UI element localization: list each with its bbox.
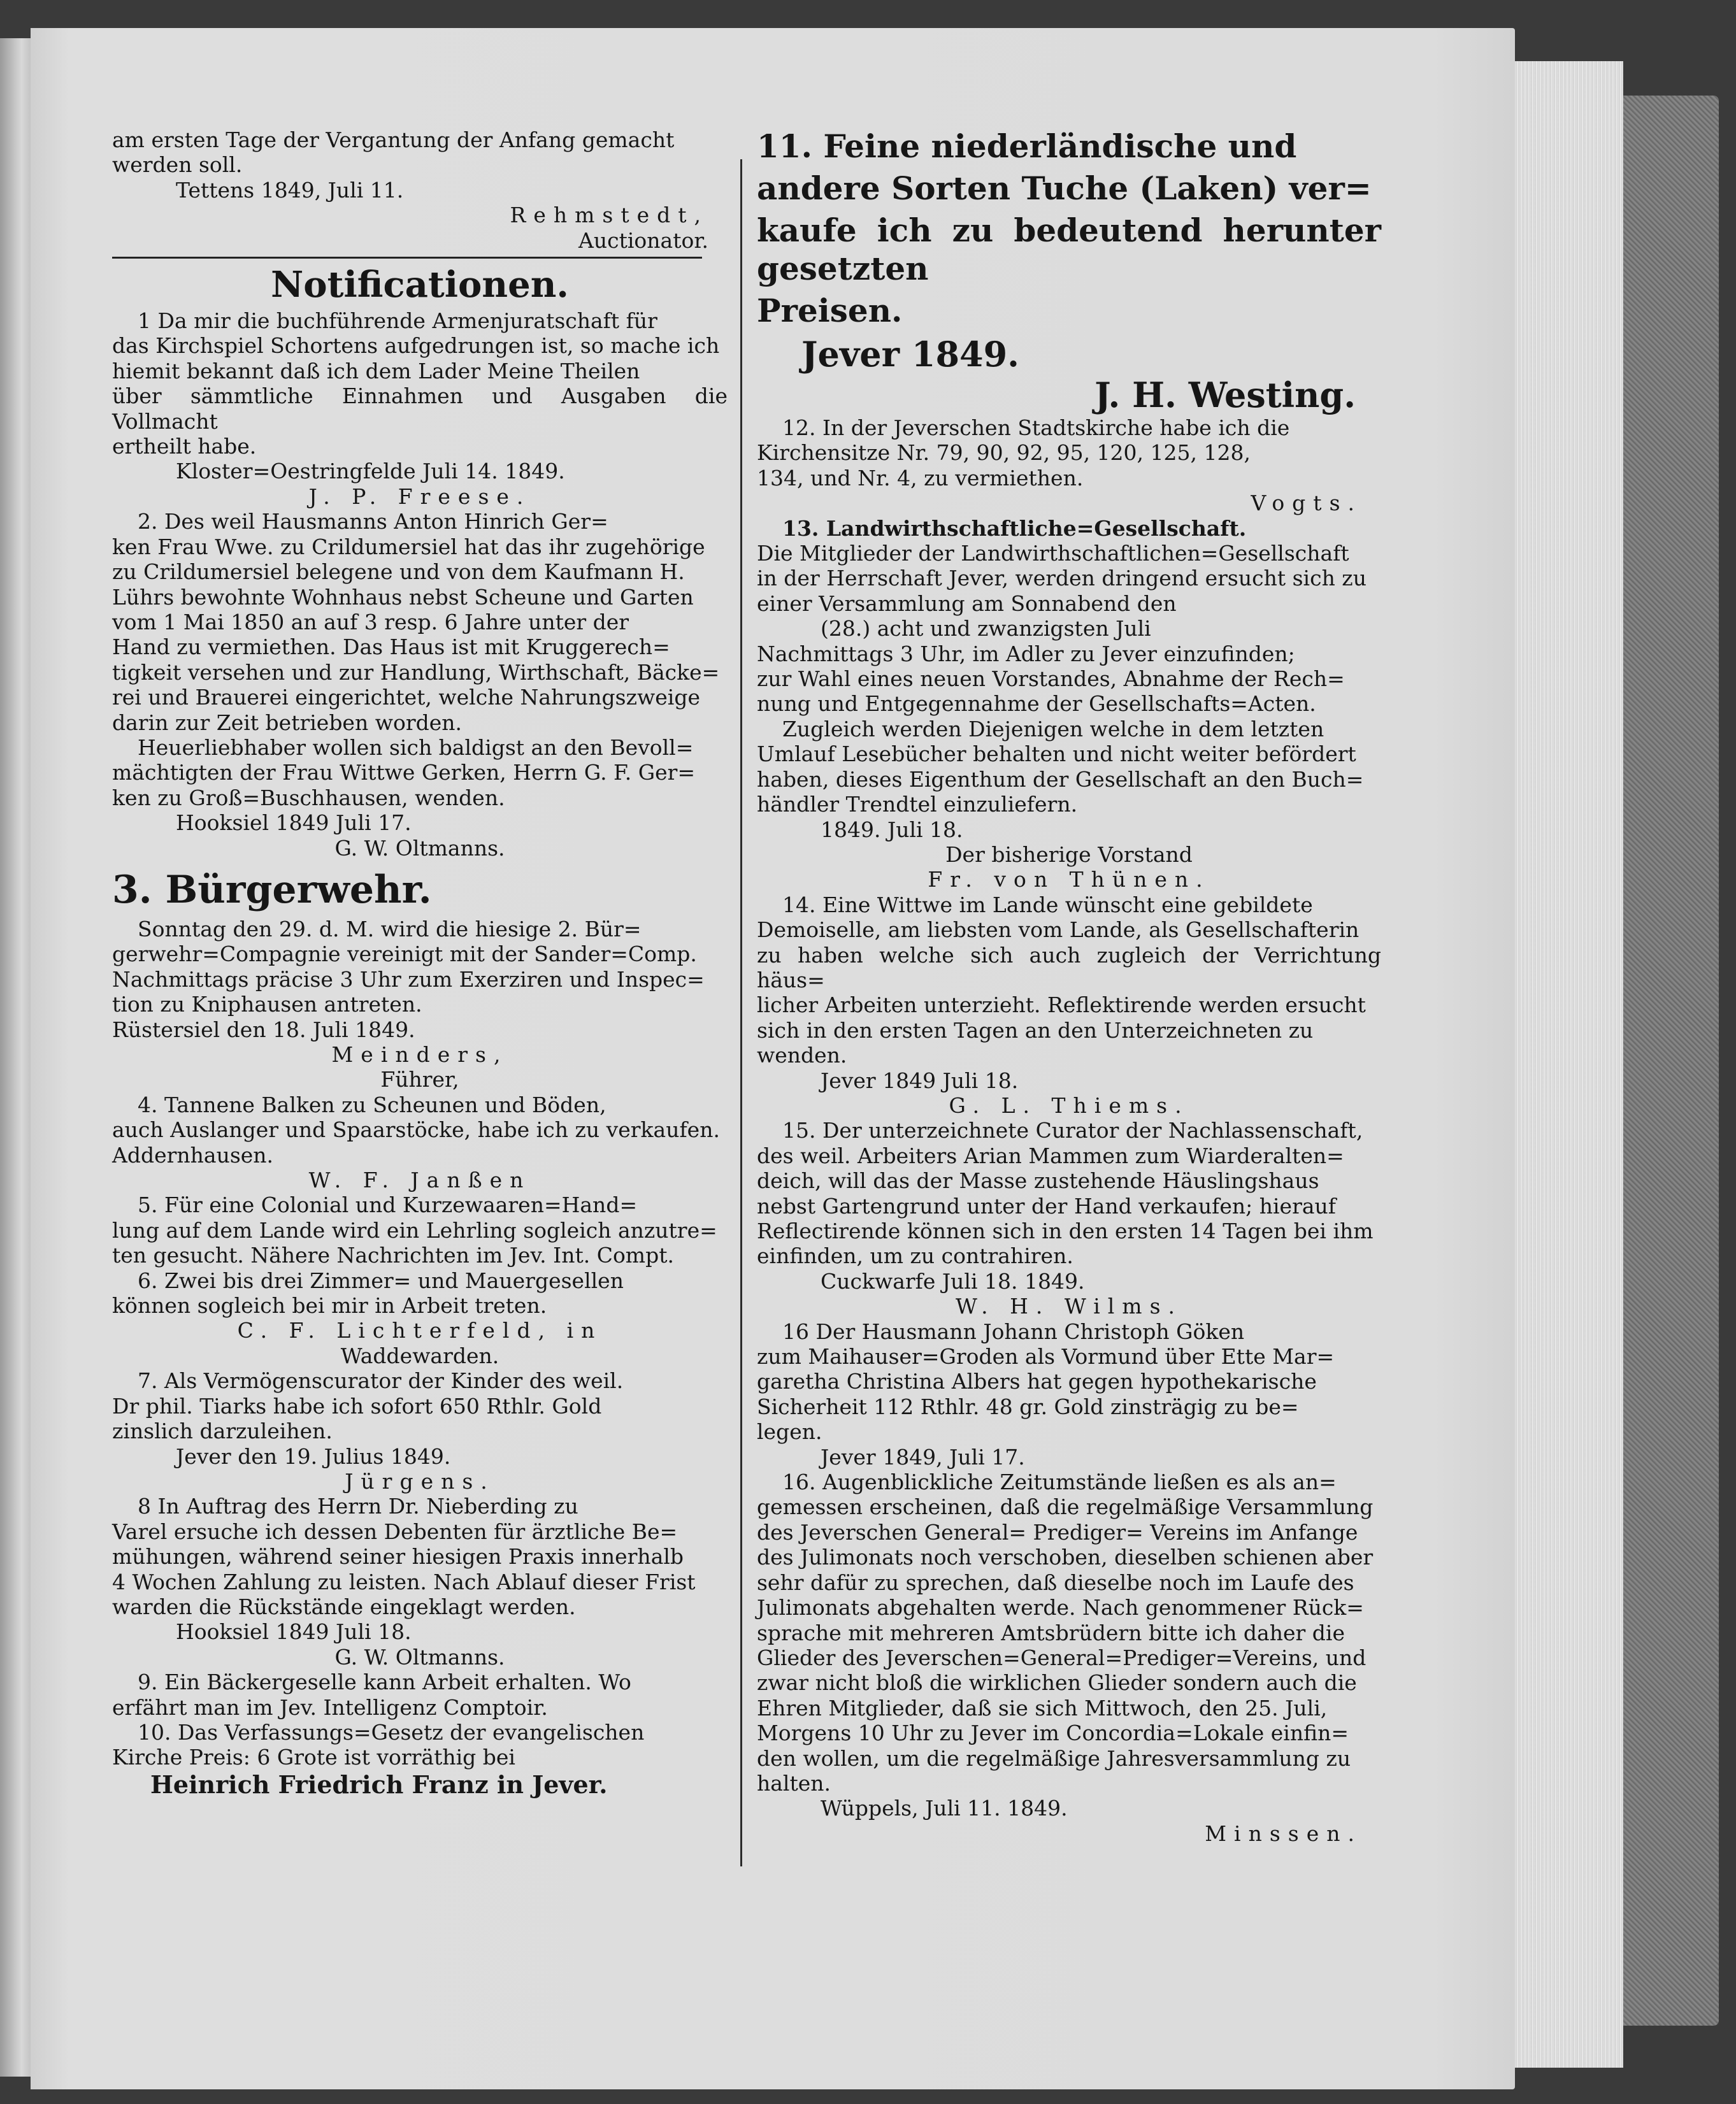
text-line: halten.	[757, 1770, 831, 1796]
text-line: nung und Entgegennahme der Gesellschafts=Acten.	[757, 691, 1316, 717]
notice-heading: 13. Landwirthschaftliche=Gesellschaft.	[782, 515, 1247, 541]
text-line: Nachmittags präcise 3 Uhr zum Exerziren und Inspec=	[112, 966, 705, 992]
ad-headline: Preisen.	[757, 292, 903, 329]
text-line: Morgens 10 Uhr zu Jever im Concordia=Lokale einfin=	[757, 1721, 1349, 1746]
bookseller-name: Heinrich Friedrich Franz in Jever.	[150, 1770, 608, 1799]
text-line: einfinden, um zu contrahiren.	[757, 1243, 1073, 1269]
text-line: Varel ersuche ich dessen Debenten für ärztliche Be=	[112, 1519, 678, 1544]
text-line: des Jeverschen General= Prediger= Vereins im Anfange	[757, 1519, 1358, 1545]
text-line: wenden.	[757, 1043, 847, 1068]
text-line: 134, und Nr. 4, zu vermiethen.	[757, 465, 1084, 490]
signature: Fr. von Thünen.	[928, 867, 1210, 892]
text-line: Kloster=Oestringfelde Juli 14. 1849.	[176, 459, 565, 484]
text-line: garetha Christina Albers hat gegen hypothekarische	[757, 1369, 1317, 1394]
text-line: Demoiselle, am liebsten vom Lande, als Gesellschafterin	[757, 917, 1359, 943]
text-line: zinslich darzuleihen.	[112, 1419, 333, 1444]
text-line: 12. In der Jeverschen Stadtskirche habe ich die	[782, 415, 1290, 440]
text-line: auch Auslanger und Spaarstöcke, habe ich zu verkaufen.	[112, 1117, 720, 1143]
text-line: Hooksiel 1849 Juli 18.	[176, 1619, 412, 1645]
text-line: sprache mit mehreren Amtsbrüdern bitte ich daher die	[757, 1620, 1345, 1645]
text-line: über sämmtliche Einnahmen und Ausgaben die Vollmacht	[112, 383, 728, 434]
text-line: Sonntag den 29. d. M. wird die hiesige 2. Bür=	[138, 916, 642, 941]
signature: Jürgens.	[345, 1468, 495, 1494]
text-line: zwar nicht bloß die wirklichen Glieder sondern auch die	[757, 1670, 1357, 1696]
signature: W. H. Wilms.	[955, 1294, 1183, 1319]
signature-title: Führer,	[380, 1067, 459, 1092]
text-line: Jever den 19. Julius 1849.	[176, 1443, 451, 1469]
section-rule	[112, 257, 702, 259]
signature: W. F. Janßen	[308, 1168, 531, 1193]
ad-headline: kaufe ich zu bedeutend herunter gesetzten	[757, 211, 1381, 287]
text-line: Dr phil. Tiarks habe ich sofort 650 Rthlr. Gold	[112, 1393, 602, 1419]
text-line: 16 Der Hausmann Johann Christoph Göken	[782, 1319, 1245, 1344]
text-line: erfährt man im Jev. Intelligenz Comptoir.	[112, 1694, 548, 1720]
text-line: zu haben welche sich auch zugleich der Verrichtung häus=	[757, 942, 1381, 992]
signature-place: Waddewarden.	[340, 1343, 499, 1368]
column-divider	[740, 159, 742, 1866]
text-line: Lührs bewohnte Wohnhaus nebst Scheune und Garten	[112, 584, 694, 610]
text-line: sich in den ersten Tagen an den Unterzeichneten zu	[757, 1017, 1314, 1043]
signature-title: Auctionator.	[578, 227, 708, 253]
text-line: ten gesucht. Nähere Nachrichten im Jev. Int. Compt.	[112, 1243, 674, 1268]
text-line: warden die Rückstände eingeklagt werden.	[112, 1594, 576, 1619]
text-line: (28.) acht und zwanzigsten Juli	[821, 616, 1151, 641]
text-line: zu Crildumersiel belegene und von dem Kaufmann H.	[112, 559, 685, 585]
text-line: Die Mitglieder der Landwirthschaftlichen=Gesellschaft	[757, 541, 1349, 566]
text-line: 1849. Juli 18.	[821, 817, 963, 842]
text-line: haben, dieses Eigenthum der Gesellschaft an den Buch=	[757, 766, 1364, 792]
left-column	[112, 127, 728, 1800]
text-line: licher Arbeiten unterzieht. Reflektirende werden ersucht	[757, 992, 1366, 1018]
text-line: ken Frau Wwe. zu Crildumersiel hat das ihr zugehörige	[112, 534, 705, 559]
text-line: 14. Eine Wittwe im Lande wünscht eine gebildete	[782, 892, 1313, 917]
signature: G. W. Oltmanns.	[334, 835, 505, 861]
text-line: nebst Gartengrund unter der Hand verkaufen; hierauf	[757, 1193, 1336, 1219]
text-line: ertheilt habe.	[112, 434, 257, 459]
text-line: Addernhausen.	[112, 1142, 274, 1168]
text-line: Zugleich werden Diejenigen welche in dem letzten	[782, 716, 1324, 741]
text-line: Glieder des Jeverschen=General=Prediger=Vereins, und	[757, 1645, 1367, 1670]
text-line: Wüppels, Juli 11. 1849.	[821, 1796, 1068, 1821]
text-line: mächtigten der Frau Wittwe Gerken, Herrn G. F. Ger=	[112, 760, 696, 785]
section-heading: 3. Bürgerwehr.	[112, 867, 432, 912]
text-line: hiemit bekannt daß ich dem Lader Meine Theilen	[112, 358, 640, 383]
text-line: 4. Tannene Balken zu Scheunen und Böden,	[138, 1092, 606, 1117]
text-line: den wollen, um die regelmäßige Jahresversammlung zu	[757, 1745, 1351, 1771]
text-line: 15. Der unterzeichnete Curator der Nachlassenschaft,	[782, 1118, 1363, 1143]
signature: Meinders,	[331, 1042, 508, 1067]
text-line: händler Trendtel einzuliefern.	[757, 792, 1078, 817]
signature: C. F. Lichterfeld, in	[237, 1318, 603, 1343]
text-line: Ehren Mitglieder, daß sie sich Mittwoch, den 25. Juli,	[757, 1695, 1328, 1721]
text-line: Reflectirende können sich in den ersten 14 Tagen bei ihm	[757, 1219, 1374, 1243]
text-line: gemessen erscheinen, daß die regelmäßige Versammlung	[757, 1494, 1374, 1520]
text-line: in der Herrschaft Jever, werden dringend ersucht sich zu	[757, 566, 1367, 591]
text-line: Tettens 1849, Juli 11.	[176, 177, 404, 203]
left-page-edge	[0, 38, 31, 2077]
text-line: 7. Als Vermögenscurator der Kinder des weil.	[138, 1368, 624, 1394]
text-line: Kirche Preis: 6 Grote ist vorräthig bei	[112, 1745, 515, 1770]
text-line: Heuerliebhaber wollen sich baldigst an den Bevoll=	[138, 734, 694, 760]
text-line: 9. Ein Bäckergeselle kann Arbeit erhalten. Wo	[138, 1670, 631, 1695]
text-line: vom 1 Mai 1850 an auf 3 resp. 6 Jahre unter der	[112, 609, 629, 634]
signature: Minssen.	[1205, 1821, 1362, 1846]
text-line: darin zur Zeit betrieben worden.	[112, 710, 462, 735]
text-line: zur Wahl eines neuen Vorstandes, Abnahme der Rech=	[757, 666, 1345, 692]
text-line: zum Maihauser=Groden als Vormund über Ette Mar=	[757, 1344, 1335, 1370]
text-line: lung auf dem Lande wird ein Lehrling sogleich anzutre=	[112, 1217, 717, 1243]
text-line: Cuckwarfe Juli 18. 1849.	[821, 1268, 1085, 1294]
text-line: Hand zu vermiethen. Das Haus ist mit Kruggerech=	[112, 634, 670, 660]
text-line: Rüstersiel den 18. Juli 1849.	[112, 1017, 415, 1042]
signature: G. L. Thiems.	[949, 1092, 1189, 1118]
text-line: gerwehr=Compagnie vereinigt mit der Sander=Comp.	[112, 941, 697, 967]
text-line: 10. Das Verfassungs=Gesetz der evangelischen	[138, 1719, 645, 1745]
signature: Rehmstedt,	[510, 203, 708, 228]
text-line: Nachmittags 3 Uhr, im Adler zu Jever einzufinden;	[757, 641, 1295, 666]
right-column	[757, 127, 1381, 1846]
text-line: tion zu Kniphausen antreten.	[112, 992, 422, 1017]
signature: G. W. Oltmanns.	[334, 1644, 505, 1670]
text-line: ken zu Groß=Buschhausen, wenden.	[112, 785, 505, 810]
text-line: sehr dafür zu sprechen, daß dieselbe noch im Laufe des	[757, 1570, 1354, 1595]
text-line: Hooksiel 1849 Juli 17.	[176, 810, 412, 836]
text-line: legen.	[757, 1419, 822, 1445]
text-line: einer Versammlung am Sonnabend den	[757, 590, 1177, 616]
text-line: können sogleich bei mir in Arbeit treten.	[112, 1293, 547, 1319]
text-line: deich, will das der Masse zustehende Häuslingshaus	[757, 1168, 1319, 1194]
signature-title: Der bisherige Vorstand	[945, 841, 1193, 867]
text-line: 2. Des weil Hausmanns Anton Hinrich Ger=	[138, 509, 608, 534]
text-line: am ersten Tage der Vergantung der Anfang gemacht	[112, 127, 675, 152]
ad-signature: J. H. Westing.	[1094, 375, 1356, 415]
text-line: des weil. Arbeiters Arian Mammen zum Wiarderalten=	[757, 1143, 1344, 1168]
section-heading: Notificationen.	[271, 264, 569, 306]
text-line: 5. Für eine Colonial und Kurzewaaren=Hand=	[138, 1192, 638, 1218]
ad-place: Jever 1849.	[801, 334, 1019, 375]
text-line: werden soll.	[112, 152, 243, 178]
text-line: Julimonats abgehalten werde. Nach genommener Rück=	[757, 1595, 1364, 1621]
text-line: 4 Wochen Zahlung zu leisten. Nach Ablauf dieser Frist	[112, 1569, 696, 1594]
ad-headline: andere Sorten Tuche (Laken) ver=	[757, 169, 1372, 207]
ad-headline: 11. Feine niederländische und	[757, 127, 1297, 165]
text-line: 1 Da mir die buchführende Armenjuratschaft für	[138, 308, 657, 334]
text-line: Jever 1849, Juli 17.	[821, 1444, 1025, 1470]
text-line: rei und Brauerei eingerichtet, welche Nahrungszweige	[112, 685, 700, 710]
signature: J. P. Freese.	[308, 483, 531, 509]
text-line: Kirchensitze Nr. 79, 90, 92, 95, 120, 125, 128,	[757, 440, 1251, 466]
page-edges	[1515, 61, 1623, 2068]
text-line: tigkeit versehen und zur Handlung, Wirthschaft, Bäcke=	[112, 659, 720, 685]
text-line: Jever 1849 Juli 18.	[821, 1068, 1019, 1093]
text-line: mühungen, während seiner hiesigen Praxis innerhalb	[112, 1544, 684, 1570]
text-line: 6. Zwei bis drei Zimmer= und Mauergesellen	[138, 1268, 624, 1293]
text-line: 16. Augenblickliche Zeitumstände ließen es als an=	[782, 1470, 1337, 1495]
text-line: des Julimonats noch verschoben, dieselben schienen aber	[757, 1545, 1374, 1570]
signature: Vogts.	[1251, 490, 1362, 516]
text-line: das Kirchspiel Schortens aufgedrungen ist, so mache ich	[112, 333, 720, 359]
text-line: Sicherheit 112 Rthlr. 48 gr. Gold zinsträgig zu be=	[757, 1394, 1299, 1419]
book-cover	[1623, 96, 1719, 2026]
text-line: 8 In Auftrag des Herrn Dr. Nieberding zu	[138, 1494, 578, 1519]
text-line: Umlauf Lesebücher behalten und nicht weiter befördert	[757, 741, 1356, 767]
